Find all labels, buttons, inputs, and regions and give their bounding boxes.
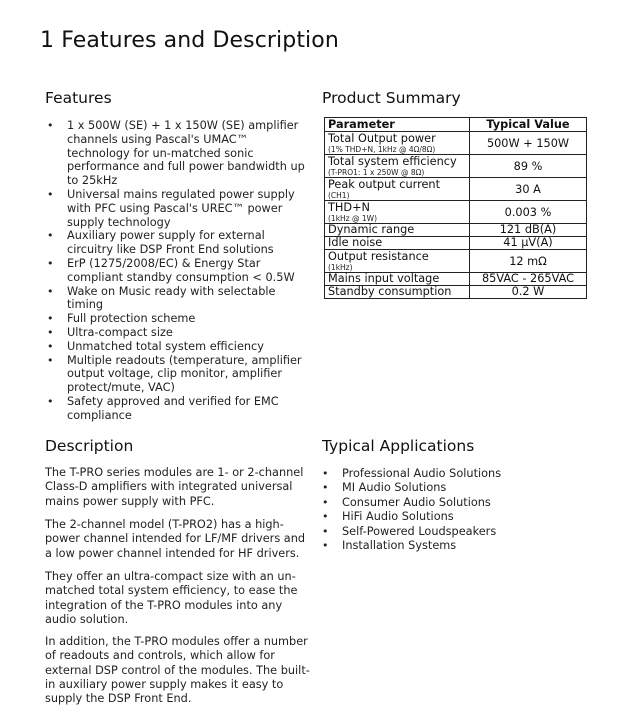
param-condition: (1kHz)	[328, 262, 353, 272]
list-item: • Full protection scheme	[45, 312, 307, 326]
param-condition: (1kHz @ 1W)	[328, 213, 377, 223]
param-cell	[325, 178, 470, 201]
list-item: • Multiple readouts (temperature, amplifier output voltage, clip monitor, amplifier protect/mute, VAC)	[45, 354, 307, 395]
list-item: • Installation Systems	[320, 539, 600, 553]
value-cell: 0.2 W	[470, 286, 587, 299]
param-cell	[325, 201, 470, 224]
features-list	[45, 119, 307, 423]
param-condition: (T-PRO1: 1 x 250W @ 8Ω)	[328, 167, 425, 177]
value-cell: 0.003 %	[470, 201, 587, 224]
list-item: • MI Audio Solutions	[320, 481, 600, 495]
column-header-value: Typical Value	[470, 118, 587, 132]
description-paragraph: They offer an ultra-compact size with an un-matched total system efficiency, to ease the integration of the T-PRO modules into any audio solution.	[45, 570, 298, 626]
list-item: • Auxiliary power supply for external circuitry like DSP Front End solutions	[45, 229, 307, 257]
value-cell: 500W + 150W	[470, 132, 587, 155]
param-cell	[325, 132, 470, 155]
list-item: • Professional Audio Solutions	[320, 467, 600, 481]
value-cell: 30 A	[470, 178, 587, 201]
value-cell: 121 dB(A)	[470, 224, 587, 237]
list-item: • Ultra-compact size	[45, 326, 307, 340]
list-item: • Consumer Audio Solutions	[320, 496, 600, 510]
page-title: 1 Features and Description	[40, 28, 339, 53]
list-item: • ErP (1275/2008/EC) & Energy Star compliant standby consumption < 0.5W	[45, 257, 307, 285]
param-cell	[325, 155, 470, 178]
table-row	[325, 273, 587, 286]
table-header-row	[325, 118, 587, 132]
param-name: Total Output power	[328, 131, 436, 145]
value-cell: 85VAC - 265VAC	[470, 273, 587, 286]
list-item: • Wake on Music ready with selectable timing	[45, 285, 307, 313]
typical-applications-heading: Typical Applications	[322, 437, 475, 455]
table-row	[325, 132, 587, 155]
column-header-parameter: Parameter	[325, 118, 470, 132]
list-item: • Unmatched total system efficiency	[45, 340, 307, 354]
description-paragraph: The T-PRO series modules are 1- or 2-channel Class-D amplifiers with integrated universal mains power supply with PFC.	[45, 466, 304, 508]
value-cell: 41 µV(A)	[470, 237, 587, 250]
param-cell: Idle noise	[325, 237, 470, 250]
param-cell	[325, 250, 470, 273]
table-row	[325, 250, 587, 273]
param-name: Total system efficiency	[328, 154, 457, 168]
table-row	[325, 224, 587, 237]
param-name: THD+N	[328, 200, 371, 214]
param-cell: Standby consumption	[325, 286, 470, 299]
table-row	[325, 286, 587, 299]
param-condition: (CH1)	[328, 190, 350, 200]
description-heading: Description	[45, 437, 134, 455]
list-item: • HiFi Audio Solutions	[320, 510, 600, 524]
description-paragraph: The 2-channel model (T-PRO2) has a high-power channel intended for LF/MF drivers and a low power channel intended for HF drivers.	[45, 518, 306, 560]
list-item: • 1 x 500W (SE) + 1 x 150W (SE) amplifier channels using Pascal's UMAC™ technology for un-matched sonic performance and full power bandwidth up to 25kHz	[45, 119, 307, 188]
table-row	[325, 201, 587, 224]
table-row	[325, 237, 587, 250]
product-summary-heading: Product Summary	[322, 89, 461, 107]
features-heading: Features	[45, 89, 112, 107]
product-summary-table	[324, 117, 587, 299]
typical-applications-list	[320, 467, 600, 553]
list-item: • Universal mains regulated power supply with PFC using Pascal's UREC™ power supply technology	[45, 188, 307, 229]
description-paragraph: In addition, the T-PRO modules offer a number of readouts and controls, which allow for external DSP control of the modules. The built-in auxiliary power supply makes it easy to supply the DSP Front End.	[45, 635, 310, 706]
value-cell: 89 %	[470, 155, 587, 178]
table-row	[325, 178, 587, 201]
list-item: • Safety approved and verified for EMC compliance	[45, 395, 307, 423]
table-row	[325, 155, 587, 178]
param-cell: Mains input voltage	[325, 273, 470, 286]
param-name: Peak output current	[328, 177, 441, 191]
param-condition: (1% THD+N, 1kHz @ 4Ω/8Ω)	[328, 144, 436, 154]
param-cell: Dynamic range	[325, 224, 470, 237]
list-item: • Self-Powered Loudspeakers	[320, 525, 600, 539]
param-name: Output resistance	[328, 249, 429, 263]
value-cell: 12 mΩ	[470, 250, 587, 273]
